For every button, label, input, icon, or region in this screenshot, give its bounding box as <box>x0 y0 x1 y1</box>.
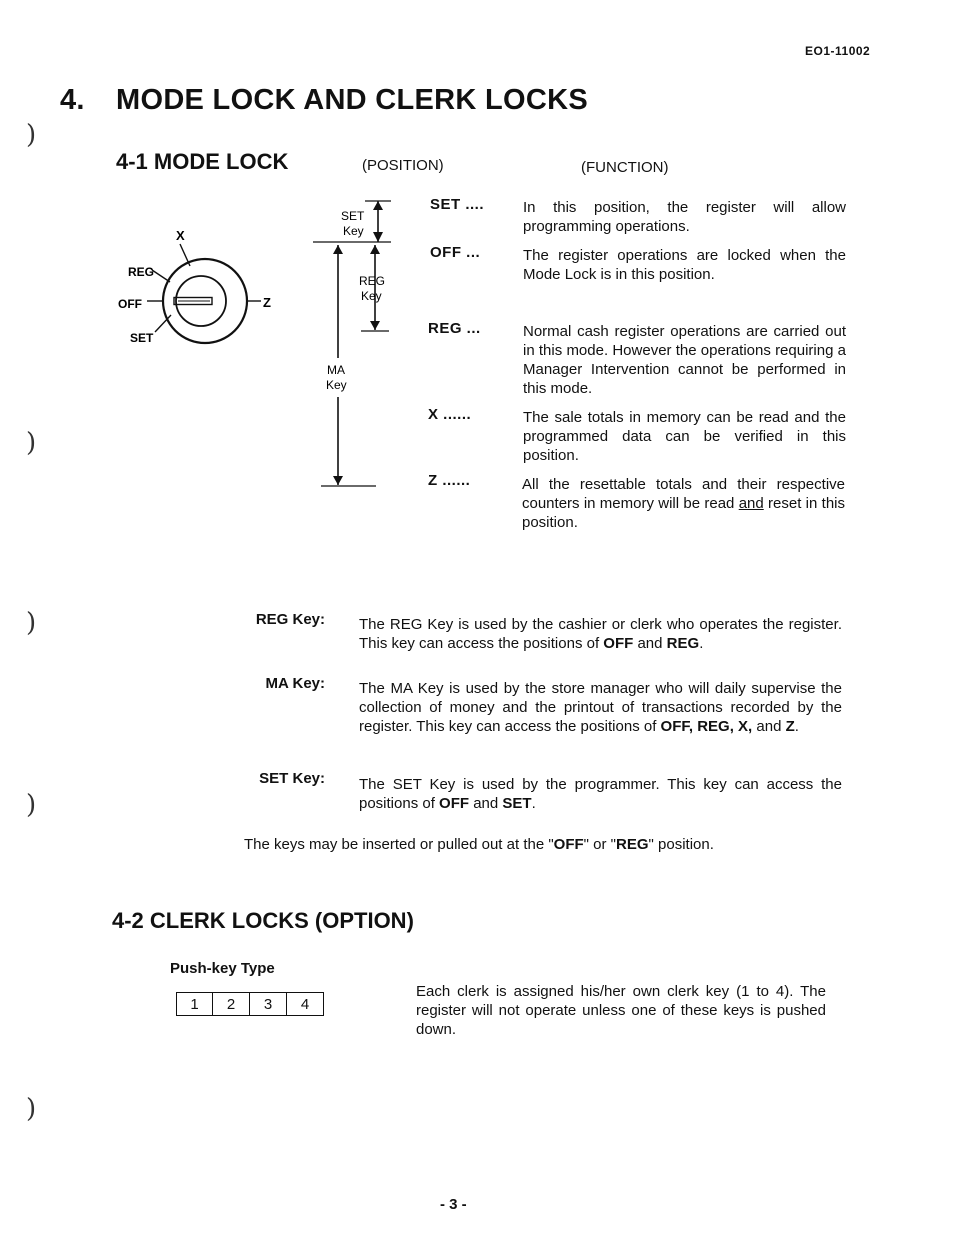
ma-key-label-2: Key <box>326 378 347 392</box>
set-key-desc: The SET Key is used by the programmer. This key can access the positions of OFF and SET. <box>359 776 842 812</box>
ma-key-desc: The MA Key is used by the store manager who will daily supervise the collection of money and the printout of transactions recorded by the register. This key can access the positions of OFF, REG, X, and Z. <box>359 680 842 735</box>
clerk-key-2: 2 <box>213 992 250 1016</box>
reg-arrow-down <box>370 321 380 330</box>
ma-key-heading: MA Key: <box>265 675 325 692</box>
section-title-clerk-locks: 4-2 CLERK LOCKS (OPTION) <box>112 908 414 933</box>
column-heading-position: (POSITION) <box>362 157 444 174</box>
set-key-label-2: Key <box>343 224 364 238</box>
binder-mark: ) <box>26 1094 37 1124</box>
position-reg-desc: Normal cash register operations are carried out in this mode. However the operations requiring a Manager Intervention cannot be performed in this mode. <box>523 323 846 397</box>
chapter-number: 4. <box>60 84 85 116</box>
position-off-desc: The register operations are locked when the Mode Lock is in this position. <box>523 247 846 283</box>
document-id: EO1-11002 <box>805 44 871 58</box>
set-arrow-down <box>373 232 383 242</box>
position-z-desc: All the resettable totals and their respective counters in memory will be read and reset in this position. <box>522 476 845 531</box>
position-x-label: X ...... <box>428 406 472 423</box>
dial-label-off: OFF <box>118 297 142 311</box>
reg-key-desc: The REG Key is used by the cashier or clerk who operates the register. This key can access the positions of OFF and REG. <box>359 616 842 652</box>
key-range-diagram <box>305 190 405 500</box>
section-title-mode-lock: 4-1 MODE LOCK <box>116 149 289 174</box>
position-reg-label: REG ... <box>428 320 481 337</box>
reg-key-heading: REG Key: <box>255 611 325 628</box>
set-arrow-up <box>373 201 383 210</box>
mode-lock-dial-diagram <box>110 222 280 352</box>
push-key-type-heading: Push-key Type <box>170 960 275 977</box>
position-set-label: SET .... <box>430 196 485 213</box>
dial-label-set: SET <box>130 331 154 345</box>
underlined-and: and <box>738 495 764 512</box>
binder-mark: ) <box>26 120 37 150</box>
binder-mark: ) <box>26 790 37 820</box>
ma-arrow-up <box>333 245 343 254</box>
clerk-key-3: 3 <box>250 992 287 1016</box>
page-title <box>60 84 588 117</box>
reg-key-label: REG <box>359 274 386 288</box>
page-number: - 3 - <box>440 1196 467 1213</box>
column-heading-function: (FUNCTION) <box>581 159 669 176</box>
chapter-title: MODE LOCK AND CLERK LOCKS <box>116 84 589 116</box>
position-x-desc: The sale totals in memory can be read and the programmed data can be verified in this position. <box>523 409 846 464</box>
ma-key-label: MA <box>327 363 345 377</box>
binder-mark: ) <box>26 428 37 458</box>
position-set-desc: In this position, the register will allow programming operations. <box>523 199 846 235</box>
dial-label-reg: REG <box>128 265 155 279</box>
dial-label-z: Z <box>263 295 271 310</box>
reg-arrow-up <box>370 245 380 254</box>
position-z-label: Z ...... <box>428 472 471 489</box>
clerk-key-4: 4 <box>287 992 324 1016</box>
ma-arrow-down <box>333 476 343 485</box>
clerk-key-desc: Each clerk is assigned his/her own clerk key (1 to 4). The register will not operate unless one of these keys is pushed down. <box>416 983 826 1038</box>
set-key-heading: SET Key: <box>259 770 325 787</box>
binder-mark: ) <box>26 608 37 638</box>
position-off-label: OFF ... <box>430 244 481 261</box>
dial-label-x: X <box>176 228 185 243</box>
key-insertion-note: The keys may be inserted or pulled out at the "OFF" or "REG" position. <box>244 836 714 853</box>
x-pointer <box>180 244 190 266</box>
set-key-label: SET <box>341 209 365 223</box>
clerk-key-1: 1 <box>176 992 213 1016</box>
reg-key-label-2: Key <box>361 289 382 303</box>
clerk-key-panel <box>176 992 324 1016</box>
reg-pointer <box>152 270 170 282</box>
